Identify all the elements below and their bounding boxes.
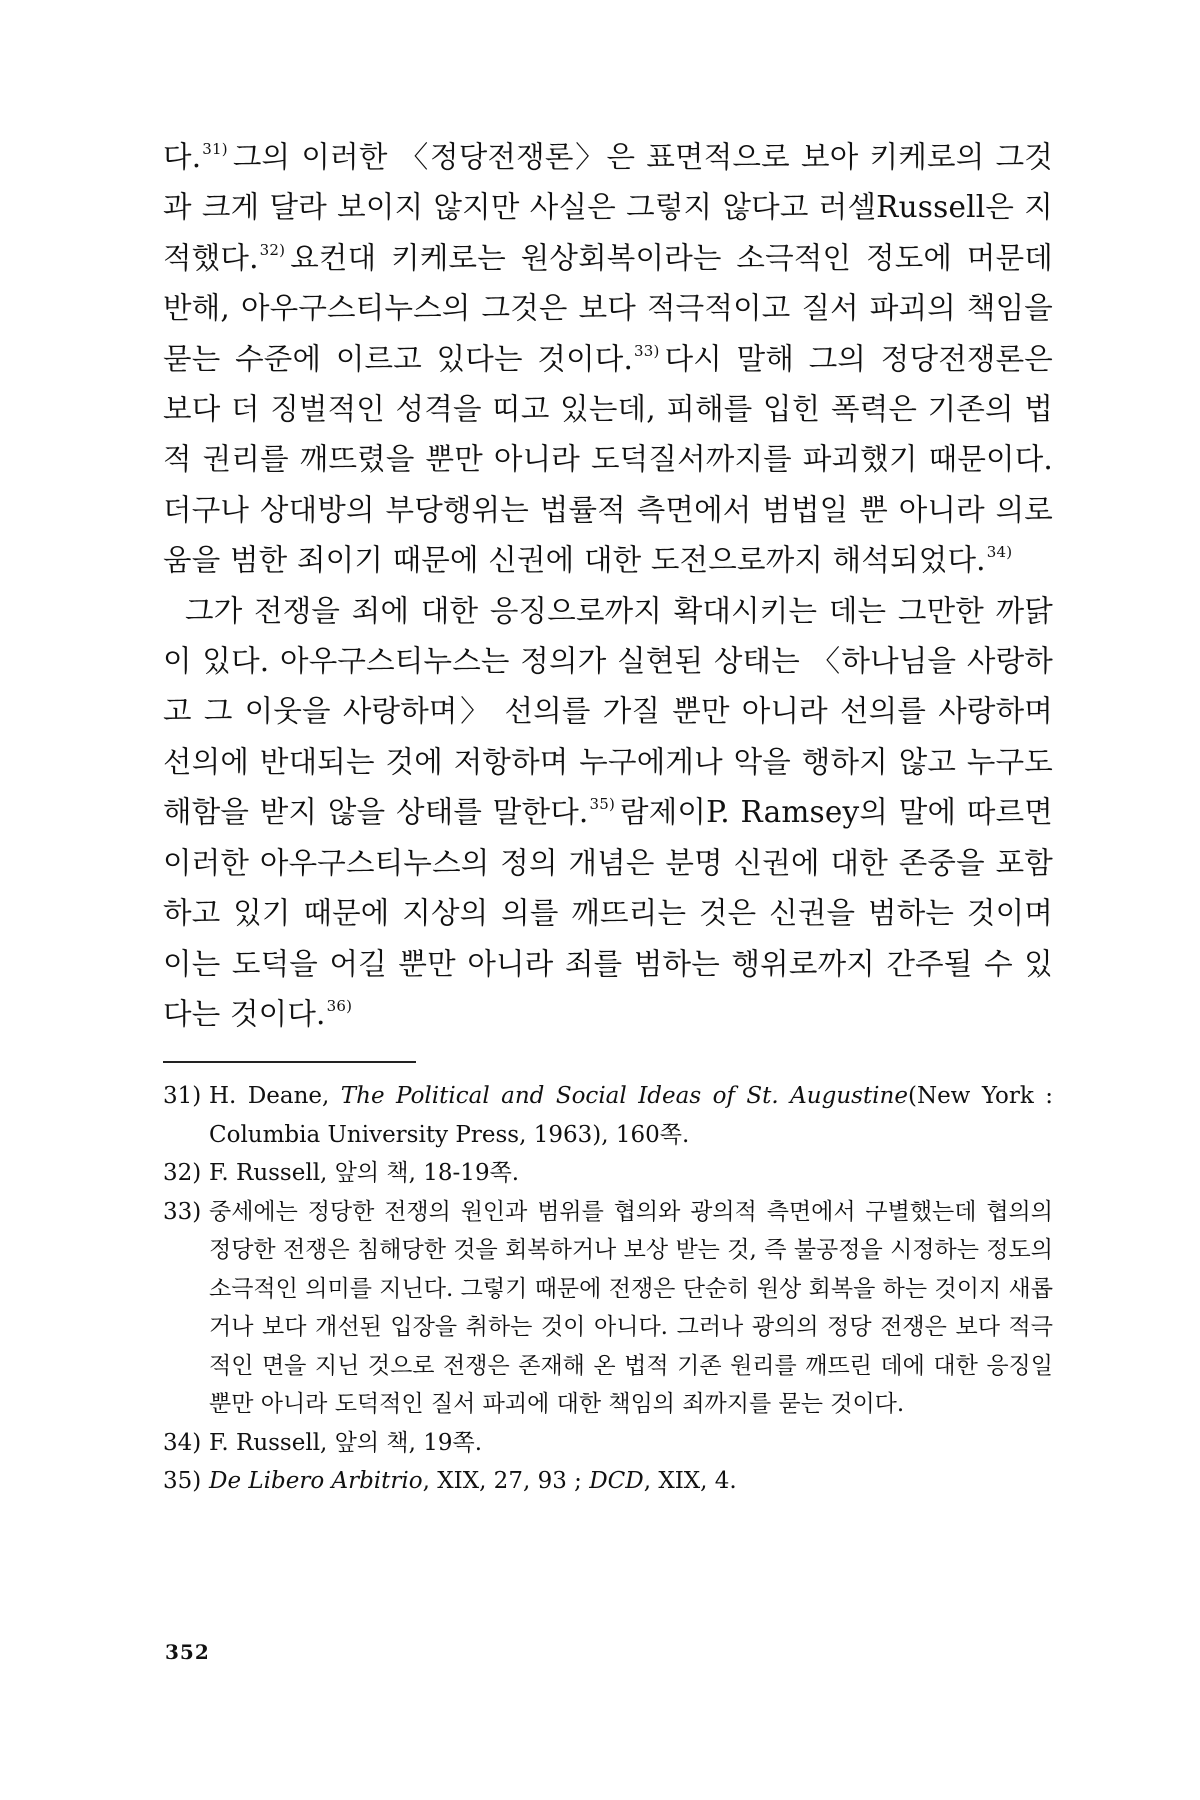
- p2-text-1: 그가 전쟁을 죄에 대한 응징으로까지 확대시키는 데는 그만한 까닭이 있다. 아우구스티누스는 정의가 실현된 상태는 〈하나님을 사랑하고 그 이웃을 사랑하며〉 선의를 가질 뿐만 아니라 선의를 사랑하며 선의에 반대되는 것에 저항하며 누구에게나 악을 행하지 않고 누구도 해함을 받지 않을 상태를 말한다.: [163, 593, 1053, 830]
- footnote-ref-31[interactable]: 31): [202, 140, 228, 158]
- page-content: [163, 132, 1053, 1501]
- footnote-divider: [163, 1061, 416, 1063]
- footnote-number: 35): [163, 1468, 202, 1495]
- footnote-32: [163, 1154, 1053, 1193]
- footnote-text: F. Russell, 앞의 책, 19쪽.: [209, 1429, 483, 1456]
- paragraph-1: [163, 132, 1053, 586]
- footnote-citation: , XIX, 27, 93 ;: [422, 1468, 590, 1495]
- footnote-34: [163, 1424, 1053, 1463]
- footnote-book-title: The Political and Social Ideas of St. Augustine: [340, 1083, 908, 1110]
- footnote-ref-33[interactable]: 33): [634, 341, 660, 360]
- footnote-number: 32): [163, 1160, 202, 1187]
- footnote-number: 33): [163, 1198, 202, 1225]
- footnote-text: [209, 1462, 1053, 1501]
- page-number: 352: [165, 1640, 210, 1664]
- body-text: [163, 132, 1053, 1039]
- footnote-number: 31): [163, 1083, 202, 1110]
- footnote-ref-35[interactable]: 35): [589, 795, 616, 814]
- footnote-citation: , XIX, 4.: [643, 1468, 737, 1495]
- footnote-work-title: De Libero Arbitrio: [209, 1468, 423, 1495]
- footnote-33: [163, 1193, 1053, 1424]
- p1-text-1: 다.: [163, 140, 202, 174]
- p1-text-3: 요컨대 키케로는 원상회복이라는 소극적인 정도에 머문데 반해, 아우구스티누스의 그것은 보다 적극적이고 질서 파괴의 책임을 묻는 수준에 이르고 있다는 것이다.: [163, 240, 1053, 376]
- footnote-work-abbrev: DCD: [589, 1468, 644, 1495]
- footnote-author: H. Deane,: [209, 1083, 341, 1110]
- paragraph-2: [163, 586, 1053, 1040]
- footnotes: [163, 1077, 1053, 1501]
- footnote-text: F. Russell, 앞의 책, 18-19쪽.: [209, 1160, 520, 1187]
- p1-text-2: 그의 이러한 〈정당전쟁론〉은 표면적으로 보아 키케로의 그것과 크게 달라 보이지 않지만 사실은 그렇지 않다고 러셀Russell은 지적했다.: [163, 140, 1053, 275]
- footnote-text: [209, 1077, 1053, 1154]
- footnote-31: [163, 1077, 1053, 1154]
- p2-text-2: 람제이P. Ramsey의 말에 따르면 이러한 아우구스티누스의 정의 개념은 분명 신권에 대한 존중을 포함하고 있기 때문에 지상의 의를 깨뜨리는 것은 신권을 범하는 것이며 이는 도덕을 어길 뿐만 아니라 죄를 범하는 행위로까지 간주될 수 있다는 것이다.: [163, 795, 1053, 1031]
- footnote-text: 중세에는 정당한 전쟁의 원인과 범위를 협의와 광의적 측면에서 구별했는데 협의의 정당한 전쟁은 침해당한 것을 회복하거나 보상 받는 것, 즉 불공정을 시정하는 정도의 소극적인 의미를 지닌다. 그렇기 때문에 전쟁은 단순히 원상 회복을 하는 것이지 새롭거나 보다 개선된 입장을 취하는 것이 아니다. 그러나 광의의 정당 전쟁은 보다 적극적인 면을 지닌 것으로 전쟁은 존재해 온 법적 기존 원리를 깨뜨린 데에 대한 응징일 뿐만 아니라 도덕적인 질서 파괴에 대한 책임의 죄까지를 묻는 것이다.: [209, 1198, 1053, 1418]
- footnote-publication: (New York : Columbia University Press, 1963), 160쪽.: [209, 1083, 1053, 1148]
- footnote-ref-32[interactable]: 32): [259, 240, 286, 259]
- footnote-ref-34[interactable]: 34): [986, 543, 1013, 562]
- footnote-number: 34): [163, 1429, 202, 1456]
- footnote-35: [163, 1462, 1053, 1501]
- footnote-ref-36[interactable]: 36): [326, 996, 353, 1015]
- p1-text-4: 다시 말해 그의 정당전쟁론은 보다 더 징벌적인 성격을 띠고 있는데, 피해를 입힌 폭력은 기존의 법적 권리를 깨뜨렸을 뿐만 아니라 도덕질서까지를 파괴했기 때문이다. 더구나 상대방의 부당행위는 법률적 측면에서 범법일 뿐 아니라 의로움을 범한 죄이기 때문에 신권에 대한 도전으로까지 해석되었다.: [163, 341, 1053, 578]
